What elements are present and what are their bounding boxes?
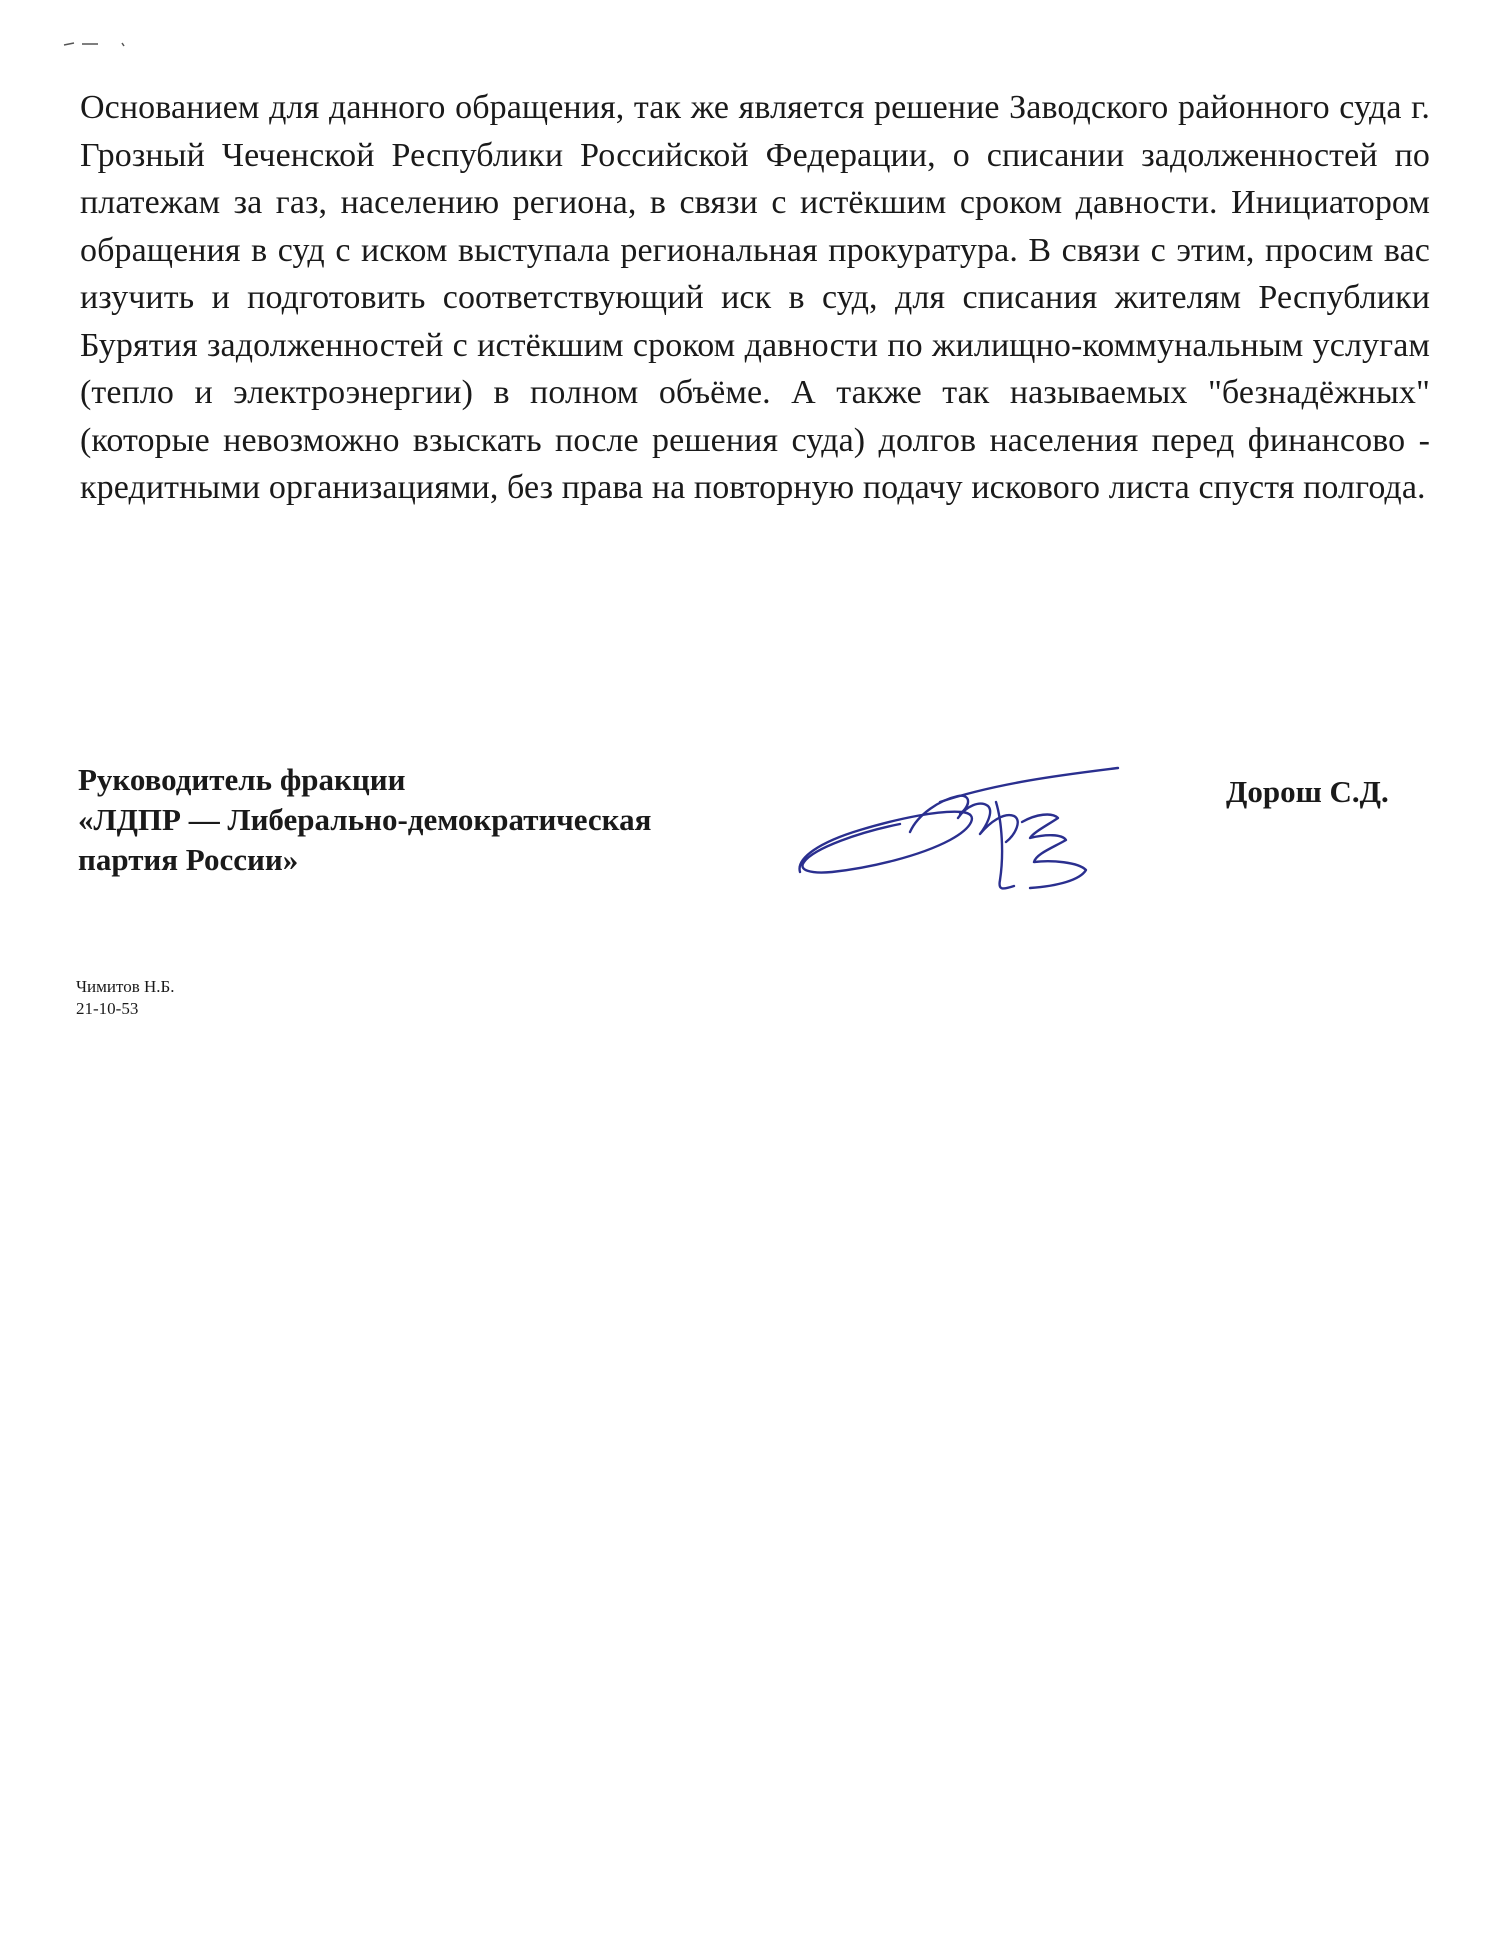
signer-name: Дорош С.Д. (1226, 774, 1389, 809)
signer-position (78, 760, 798, 880)
scan-corner-mark (62, 40, 132, 48)
signer-position-line-3: партия России» (78, 842, 299, 877)
executor-phone: 21-10-53 (76, 999, 139, 1018)
signer-position-line-1: Руководитель фракции (78, 762, 406, 797)
body-paragraph: Основанием для данного обращения, так же является решение Заводского районного суда г. Грозный Чеченской Республики Российской Федерации, о списании задолженностей по платежам за газ, населению региона, в связи с истёкшим сроком давности. Инициатором обращения в суд с иском выступала региональная прокуратура. В связи с этим, просим вас изучить и подготовить соответствующий иск в суд, для списания жителям Республики Бурятия задолженностей с истёкшим сроком давности по жилищно-коммунальным услугам (тепло и электроэнергии) в полном объёме. А также так называемых "безнадёжных" (которые невозможно взыскать после решения суда) долгов населения перед финансово - кредитными организациями, без права на повторную подачу искового листа спустя полгода. (80, 89, 1430, 506)
executor-name: Чимитов Н.Б. (76, 977, 175, 996)
signer-position-line-2: «ЛДПР — Либерально-демократическая (78, 802, 652, 837)
executor-info (76, 976, 175, 1020)
handwritten-signature (790, 762, 1130, 892)
